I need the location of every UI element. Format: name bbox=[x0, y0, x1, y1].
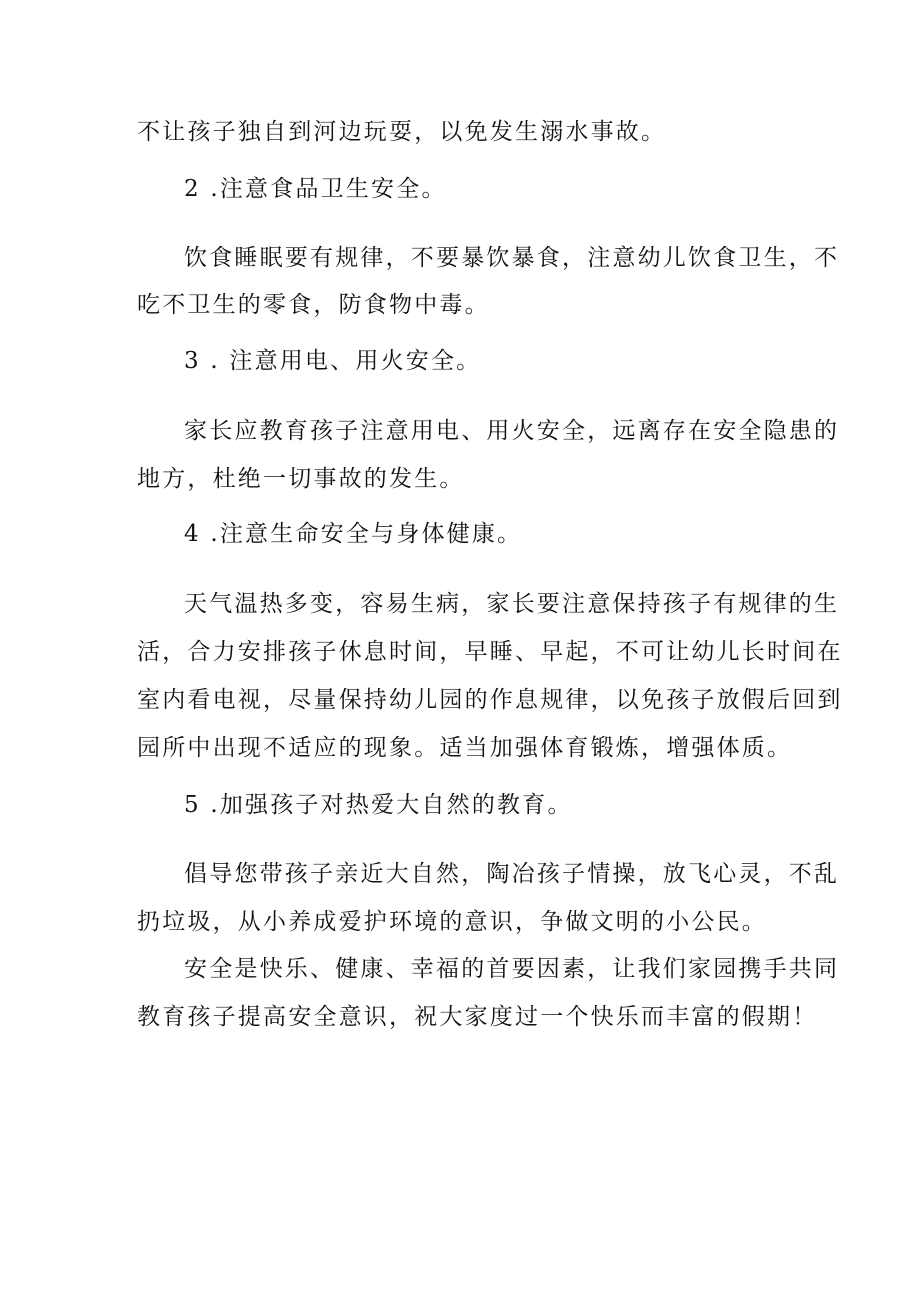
paragraph-line: 吃不卫生的零食，防食物中毒。 bbox=[137, 292, 490, 318]
paragraph-line: 活，合力安排孩子休息时间，早睡、早起，不可让幼儿长时间在 bbox=[137, 639, 843, 665]
paragraph-line: 园所中出现不适应的现象。适当加强体育锻炼，增强体质。 bbox=[137, 735, 793, 761]
section-heading: 5 .加强孩子对热爱大自然的教育。 bbox=[184, 792, 573, 818]
paragraph-line: 地方，杜绝一切事故的发生。 bbox=[137, 466, 465, 492]
closing-paragraph-line: 安全是快乐、健康、幸福的首要因素，让我们家园携手共同 bbox=[184, 956, 840, 982]
paragraph-line: 室内看电视，尽量保持幼儿园的作息规律，以免孩子放假后回到 bbox=[137, 687, 843, 713]
closing-paragraph-line: 教育孩子提高安全意识，祝大家度过一个快乐而丰富的假期！ bbox=[137, 1004, 818, 1030]
paragraph-line: 家长应教育孩子注意用电、用火安全，远离存在安全隐患的 bbox=[184, 418, 840, 444]
section-heading: 3 . 注意用电、用火安全。 bbox=[184, 348, 482, 374]
section-heading: 2 .注意食品卫生安全。 bbox=[184, 176, 447, 202]
paragraph-line: 天气温热多变，容易生病，家长要注意保持孩子有规律的生 bbox=[184, 591, 840, 617]
paragraph-line: 扔垃圾，从小养成爱护环境的意识，争做文明的小公民。 bbox=[137, 909, 767, 935]
paragraph-line: 倡导您带孩子亲近大自然，陶冶孩子情操，放飞心灵，不乱 bbox=[184, 861, 840, 887]
paragraph-line: 不让孩子独自到河边玩耍，以免发生溺水事故。 bbox=[137, 119, 667, 145]
section-heading: 4 .注意生命安全与身体健康。 bbox=[184, 521, 523, 547]
paragraph-line: 饮食睡眠要有规律，不要暴饮暴食，注意幼儿饮食卫生，不 bbox=[184, 245, 840, 271]
